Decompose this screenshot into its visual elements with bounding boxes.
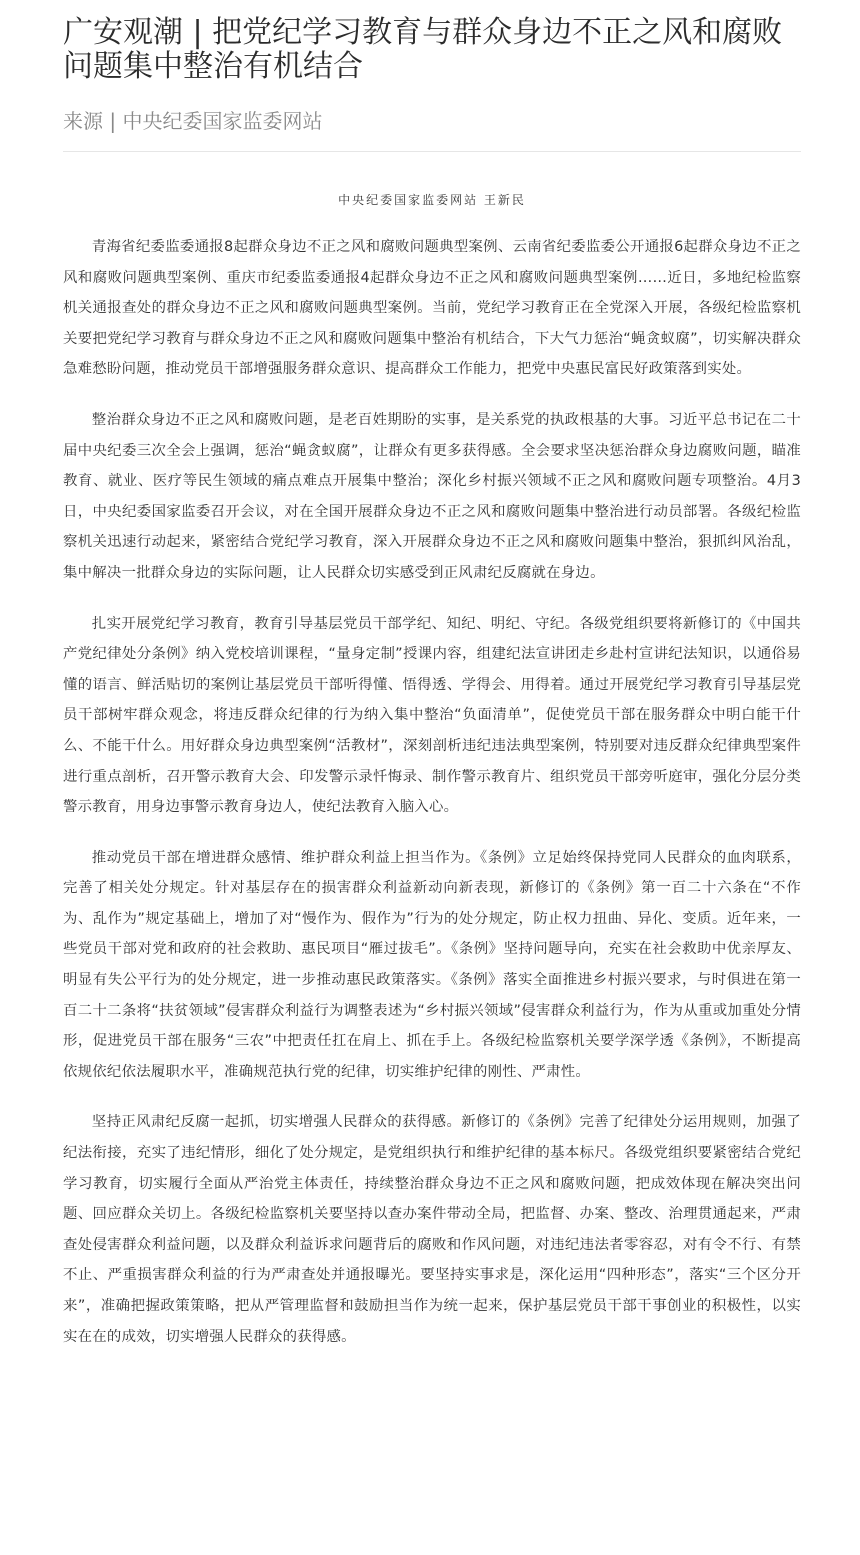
article — [63, 0, 801, 1352]
paragraph-2: 整治群众身边不正之风和腐败问题，是老百姓期盼的实事，是关系党的执政根基的大事。习近平总书记在二十届中央纪委三次全会上强调，惩治“蝇贪蚁腐”，让群众有更多获得感。全会要求坚决惩治群众身边腐败问题，瞄准教育、就业、医疗等民生领域的痛点难点开展集中整治；深化乡村振兴领域不正之风和腐败问题专项整治。4月3日，中央纪委国家监委召开会议，对在全国开展群众身边不正之风和腐败问题集中整治进行动员部署。各级纪检监察机关迅速行动起来，紧密结合党纪学习教育，深入开展群众身边不正之风和腐败问题集中整治，狠抓纠风治乱，集中解决一批群众身边的实际问题，让人民群众切实感受到正风肃纪反腐就在身边。 — [63, 411, 801, 581]
paragraph-1: 青海省纪委监委通报8起群众身边不正之风和腐败问题典型案例、云南省纪委监委公开通报6起群众身边不正之风和腐败问题典型案例、重庆市纪委监委通报4起群众身边不正之风和腐败问题典型案例……近日，多地纪检监察机关通报查处的群众身边不正之风和腐败问题典型案例。当前，党纪学习教育正在全党深入开展，各级纪检监察机关要把党纪学习教育与群众身边不正之风和腐败问题集中整治有机结合，下大气力惩治“蝇贪蚁腐”，切实解决群众急难愁盼问题，推动党员干部增强服务群众意识、提高群众工作能力，把党中央惠民富民好政策落到实处。 — [63, 239, 801, 378]
paragraph-3: 扎实开展党纪学习教育，教育引导基层党员干部学纪、知纪、明纪、守纪。各级党组织要将新修订的《中国共产党纪律处分条例》纳入党校培训课程，“量身定制”授课内容，组建纪法宣讲团走乡赴村宣讲纪法知识，以通俗易懂的语言、鲜活贴切的案例让基层党员干部听得懂、悟得透、学得会、用得着。通过开展党纪学习教育引导基层党员干部树牢群众观念，将违反群众纪律的行为纳入集中整治“负面清单”，促使党员干部在服务群众中明白能干什么、不能干什么。用好群众身边典型案例“活教材”，深刻剖析违纪违法典型案例，特别要对违反群众纪律典型案件进行重点剖析，召开警示教育大会、印发警示录忏悔录、制作警示教育片、组织党员干部旁听庭审，强化分层分类警示教育，用身边事警示教育身边人，使纪法教育入脑入心。 — [63, 615, 801, 816]
article-body — [63, 232, 801, 1352]
paragraph-4: 推动党员干部在增进群众感情、维护群众利益上担当作为。《条例》立足始终保持党同人民群众的血肉联系，完善了相关处分规定。针对基层存在的损害群众利益新动向新表现，新修订的《条例》第一百二十六条在“不作为、乱作为”规定基础上，增加了对“慢作为、假作为”行为的处分规定，防止权力扭曲、异化、变质。近年来，一些党员干部对党和政府的社会救助、惠民项目“雁过拔毛”。《条例》坚持问题导向，充实在社会救助中优亲厚友、明显有失公平行为的处分规定，进一步推动惠民政策落实。《条例》落实全面推进乡村振兴要求，与时俱进在第一百二十二条将“扶贫领域”侵害群众利益行为调整表述为“乡村振兴领域”侵害群众利益行为，作为从重或加重处分情形，促进党员干部在服务“三农”中把责任扛在肩上、抓在手上。各级纪检监察机关要学深学透《条例》，不断提高依规依纪依法履职水平，准确规范执行党的纪律，切实维护纪律的刚性、严肃性。 — [63, 849, 801, 1080]
header-divider — [63, 151, 801, 152]
article-source: 来源 | 中央纪委国家监委网站 — [63, 109, 323, 133]
article-title: 广安观潮 | 把党纪学习教育与群众身边不正之风和腐败问题集中整治有机结合 — [63, 15, 783, 84]
article-byline: 中央纪委国家监委网站 王新民 — [338, 193, 526, 207]
paragraph-5: 坚持正风肃纪反腐一起抓，切实增强人民群众的获得感。新修订的《条例》完善了纪律处分运用规则，加强了纪法衔接，充实了违纪情形，细化了处分规定，是党组织执行和维护纪律的基本标尺。各级党组织要紧密结合党纪学习教育，切实履行全面从严治党主体责任，持续整治群众身边不正之风和腐败问题，把成效体现在解决突出问题、回应群众关切上。各级纪检监察机关要坚持以查办案件带动全局，把监督、办案、整改、治理贯通起来，严肃查处侵害群众利益问题，以及群众利益诉求问题背后的腐败和作风问题，对违纪违法者零容忍，对有令不行、有禁不止、严重损害群众利益的行为严肃查处并通报曝光。要坚持实事求是，深化运用“四种形态”，落实“三个区分开来”，准确把握政策策略，把从严管理监督和鼓励担当作为统一起来，保护基层党员干部干事创业的积极性，以实实在在的成效，切实增强人民群众的获得感。 — [63, 1114, 801, 1345]
